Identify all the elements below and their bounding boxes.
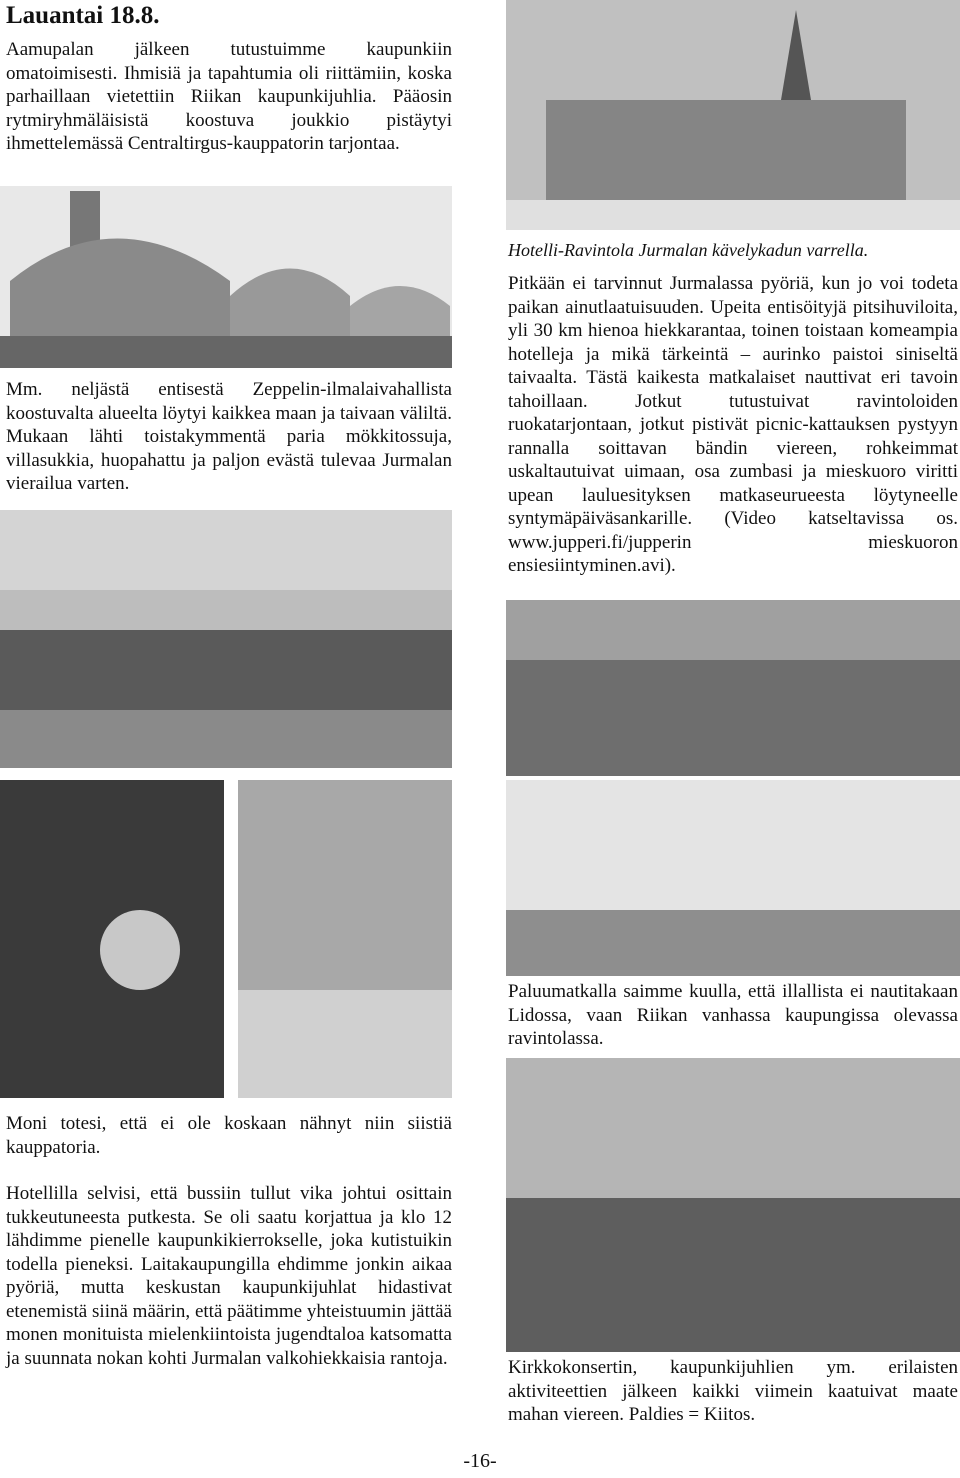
photo-hotel-restaurant bbox=[506, 0, 960, 230]
page-heading: Lauantai 18.8. bbox=[6, 2, 160, 29]
intro-paragraph: Aamupalan jälkeen tutustuimme kaupunkiin omatoimisesti. Ihmisiä ja tapahtumia oli riittämiin, koska parhaillaan vietettiin Riikan kaupunkijuhlia. Pääosin rytmiryhmäläisistä koostuva joukkio pistäytyi ihmettelemässä Centraltirgus-kauppatorin tarjontaa. bbox=[6, 39, 452, 154]
market-clean-paragraph: Moni totesi, että ei ole koskaan nähnyt niin siistiä kauppatoria. bbox=[6, 1113, 452, 1158]
hotel-caption: Hotelli-Ravintola Jurmalan kävelykadun varrella. bbox=[508, 240, 869, 260]
page-number: -16- bbox=[463, 1450, 497, 1472]
photo-picnic-group bbox=[506, 600, 960, 776]
photo-restaurant-dinner bbox=[506, 1058, 960, 1352]
bus-paragraph: Hotellilla selvisi, että bussiin tullut vika johtui osittain tukkeutuneesta putkesta. Se oli saatu korjattua ja klo 12 lähdimme pienelle kaupunkikierrokselle, joka kutistuikin todella pieneksi. Laitakaupungilla ehdimme jonkin aikaa pyöriä, mutta keskustan kaupunkijuhlat hidastivat etenemistä siinä määrin, että päätimme yhteistuumin jättää monen monituista mielenkiintoista jugendtaloa katsomatta ja suunnata nokan kohti Jurmalan valkohiekkaisia rantoja. bbox=[6, 1183, 452, 1369]
closing-paragraph: Kirkkokonsertin, kaupunkijuhlien ym. erilaisten aktiviteettien jälkeen kaikki viimein kaatuivat maate mahan viereen. Paldies = Kiitos. bbox=[508, 1357, 958, 1425]
photo-blackberries bbox=[0, 780, 224, 1098]
return-paragraph: Paluumatkalla saimme kuulla, että illallista ei nautitakaan Lidossa, vaan Riikan vanhassa kaupungissa olevassa ravintolassa. bbox=[508, 981, 958, 1049]
photo-market-stall-goods bbox=[238, 780, 452, 1098]
jurmala-paragraph: Pitkään ei tarvinnut Jurmalassa pyöriä, kun jo voi todeta paikan ainutlaatuisuuden. Upeita entisöityjä pitsihuviloita, yli 30 km hienoa hiekkarantaa, toinen toistaan komeampia hotelleja ja mikä tärkeintä – aurinko paistoi siniseltä taivaalta. Tästä kaikesta matkalaiset nauttivat eri tavoin tahoillaan. Jotkut tutustuivat ravintoloiden ruokatarjontaan, jotkut pistivät picnic-kattauksen pystyyn rannalla soittavan bändin viereen, rohkeimmat uskaltautuivat uimaan, osa zumbasi ja mieskuoro viritti upean lauluesityksen matkaseurueesta löytyneelle syntymäpäiväsankarille. (Video katseltavissa os. www.jupperi.fi/jupperin mieskuoron ensiesiintyminen.avi). bbox=[508, 273, 958, 576]
zeppelin-paragraph: Mm. neljästä entisestä Zeppelin-ilmalaivahallista koostuvalta alueelta löytyi kaikkea maan ja taivaan väliltä. Mukaan lähti toistakymmentä paria mökkitossuja, villasukkia, huopahattu ja paljon evästä tulevaa Jurmalan vierailua varten. bbox=[6, 379, 452, 494]
photo-market-fruit-stall bbox=[0, 510, 452, 768]
photo-beach-dancing bbox=[506, 780, 960, 976]
photo-zeppelin-halls bbox=[0, 186, 452, 368]
